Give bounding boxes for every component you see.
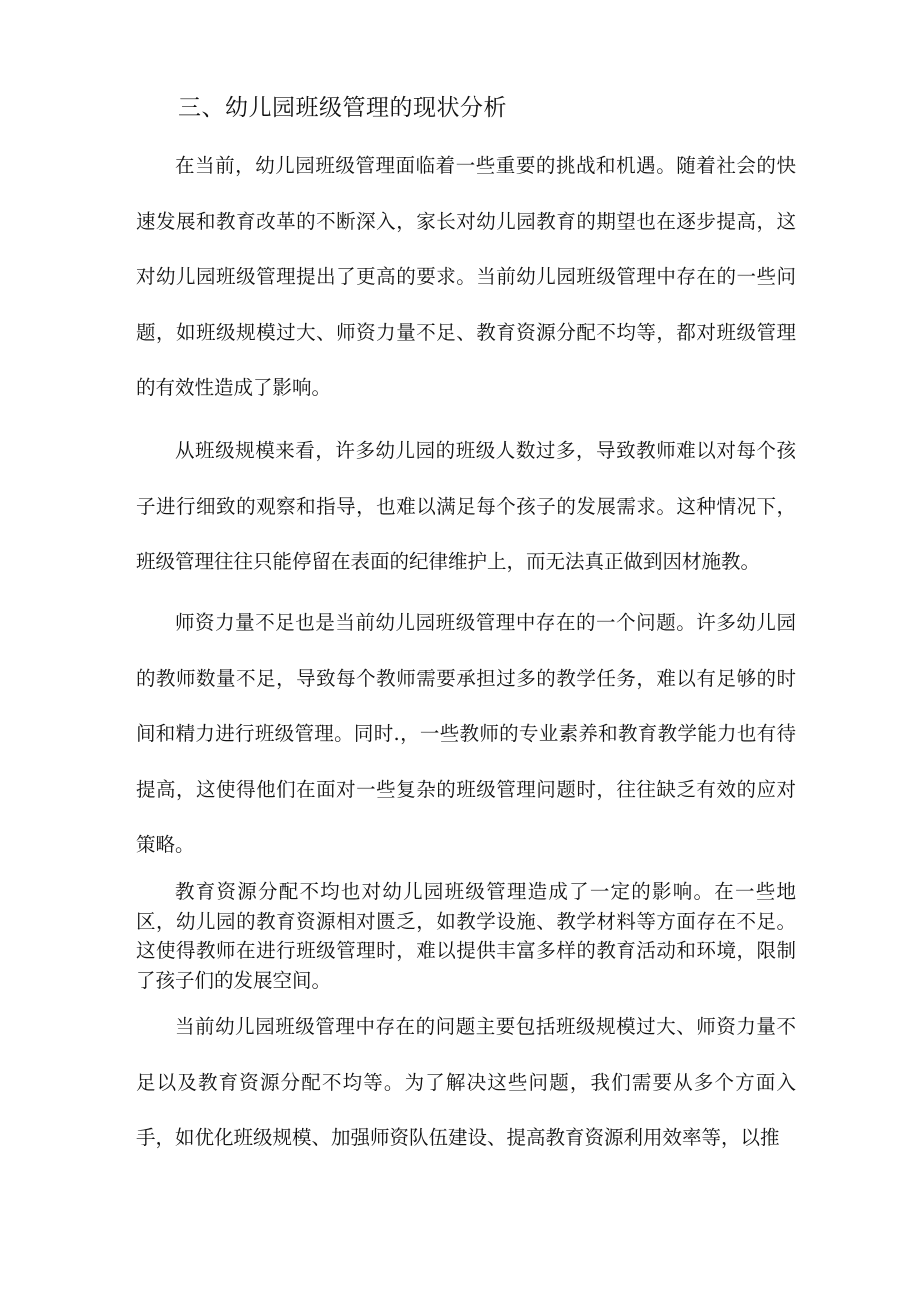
paragraph-resource-distribution: 教育资源分配不均也对幼儿园班级管理造成了一定的影响。在一些地区，幼儿园的教育资源相对匮乏，如教学设施、教学材料等方面存在不足。这使得教师在进行班级管理时，难以提供丰富多样的教育活动和环境，限制了孩子们的发展空间。 — [136, 880, 796, 992]
paragraph-current-challenges: 在当前，幼儿园班级管理面临着一些重要的挑战和机遇。随着社会的快速发展和教育改革的不断深入，家长对幼儿园教育的期望也在逐步提高，这对幼儿园班级管理提出了更高的要求。当前幼儿园班级管理中存在的一些问题，如班级规模过大、师资力量不足、教育资源分配不均等，都对班级管理的有效性造成了影响。 — [136, 154, 796, 399]
paragraph-teacher-shortage: 师资力量不足也是当前幼儿园班级管理中存在的一个问题。许多幼儿园的教师数量不足，导致每个教师需要承担过多的教学任务，难以有足够的时间和精力进行班级管理。同时.，一些教师的专业素养和教育教学能力也有待提高，这使得他们在面对一些复杂的班级管理问题时，往往缺乏有效的应对策略。 — [136, 611, 796, 856]
section-heading: 三、幼儿园班级管理的现状分析 — [178, 95, 507, 121]
paragraph-summary: 当前幼儿园班级管理中存在的问题主要包括班级规模过大、师资力量不足以及教育资源分配不均等。为了解决这些问题，我们需要从多个方面入手，如优化班级规模、加强师资队伍建设、提高教育资源利用效率等，以推 — [136, 1015, 796, 1149]
paragraph-class-size: 从班级规模来看，许多幼儿园的班级人数过多，导致教师难以对每个孩子进行细致的观察和指导，也难以满足每个孩子的发展需求。这种情况下，班级管理往往只能停留在表面的纪律维护上，而无法真正做到因材施教。 — [136, 439, 796, 573]
